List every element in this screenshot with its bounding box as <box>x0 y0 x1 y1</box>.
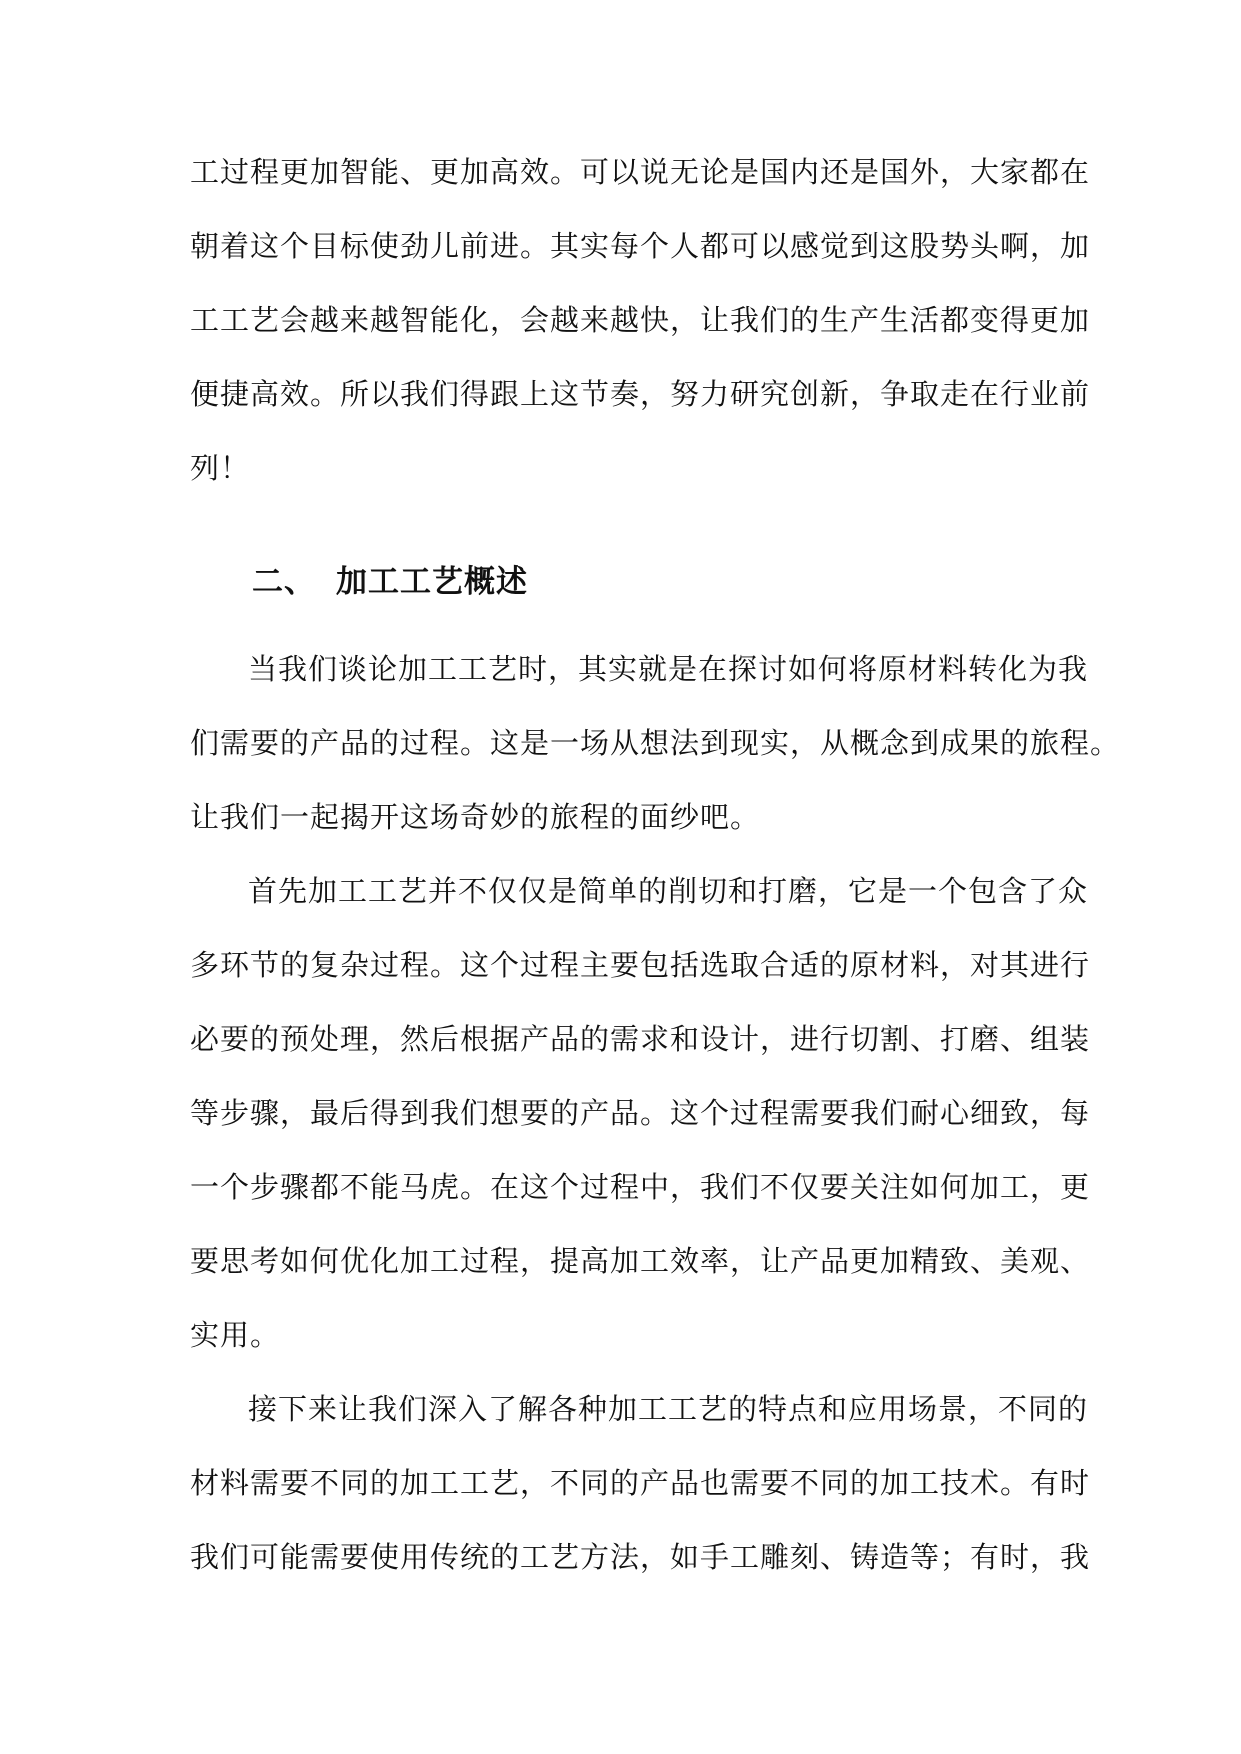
paragraph <box>190 632 1121 854</box>
text-line: 接下来让我们深入了解各种加工工艺的特点和应用场景，不同的 <box>248 1392 1089 1426</box>
text-line: 工工艺会越来越智能化，会越来越快，让我们的生产生活都变得更加 <box>190 303 1091 337</box>
text-line: 让我们一起揭开这场奇妙的旅程的面纱吧。 <box>190 800 761 834</box>
text-line: 等步骤，最后得到我们想要的产品。这个过程需要我们耐心细致，每 <box>190 1096 1091 1130</box>
paragraph <box>190 854 1091 1372</box>
section-body <box>190 632 1121 1594</box>
section-number: 二、 <box>252 564 316 600</box>
text-line: 要思考如何优化加工过程，提高加工效率，让产品更加精致、美观、 <box>190 1244 1091 1278</box>
text-line: 多环节的复杂过程。这个过程主要包括选取合适的原材料，对其进行 <box>190 948 1091 982</box>
paragraph <box>190 1372 1091 1594</box>
section-heading <box>252 556 528 601</box>
text-line: 必要的预处理，然后根据产品的需求和设计，进行切割、打磨、组装 <box>190 1022 1091 1056</box>
text-line: 实用。 <box>190 1318 281 1352</box>
text-line: 朝着这个目标使劲儿前进。其实每个人都可以感觉到这股势头啊，加 <box>190 229 1091 263</box>
text-line: 便捷高效。所以我们得跟上这节奏，努力研究创新，争取走在行业前 <box>190 377 1091 411</box>
text-line: 们需要的产品的过程。这是一场从想法到现实，从概念到成果的旅程。 <box>190 726 1121 760</box>
text-line: 首先加工工艺并不仅仅是简单的削切和打磨，它是一个包含了众 <box>248 874 1089 908</box>
intro-paragraph <box>190 135 1091 505</box>
text-line: 工过程更加智能、更加高效。可以说无论是国内还是国外，大家都在 <box>190 155 1091 189</box>
text-line: 列！ <box>190 451 251 485</box>
text-line: 材料需要不同的加工工艺，不同的产品也需要不同的加工技术。有时 <box>190 1466 1091 1500</box>
text-line: 一个步骤都不能马虎。在这个过程中，我们不仅要关注如何加工，更 <box>190 1170 1091 1204</box>
text-line: 我们可能需要使用传统的工艺方法，如手工雕刻、铸造等；有时，我 <box>190 1540 1091 1574</box>
section-title: 加工工艺概述 <box>336 564 528 600</box>
text-line: 当我们谈论加工工艺时，其实就是在探讨如何将原材料转化为我 <box>248 652 1089 686</box>
